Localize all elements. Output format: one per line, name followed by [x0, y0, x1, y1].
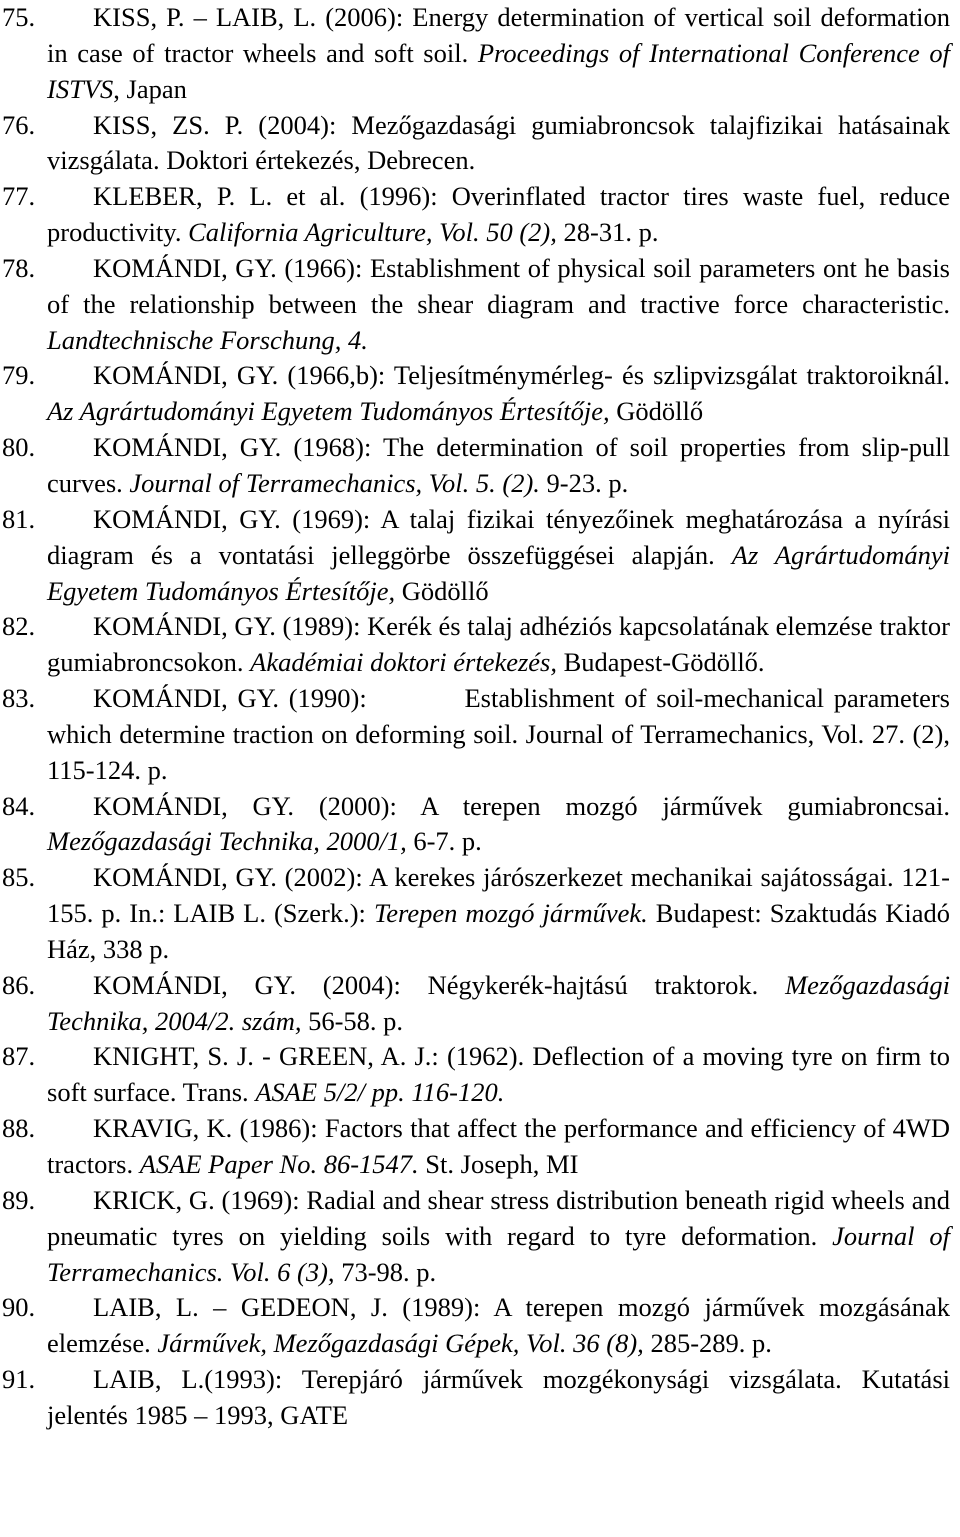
reference-text-segment: KISS, ZS. P. (2004): Mezőgazdasági gumiabroncsok talajfizikai hatásainak vizsgálata. Doktori értekezés, Debrecen. [47, 109, 950, 176]
reference-text-segment: LAIB, L. – GEDEON, J. (1989): A terepen mozgó járművek mozgásának elemzése. [47, 1292, 950, 1359]
reference-text-segment: KLEBER, P. L. et al. (1996): Overinflated tractor tires waste fuel, reduce productivity. [47, 181, 950, 248]
reference-item [0, 860, 950, 968]
reference-item [0, 1362, 950, 1434]
reference-number: 91. [2, 1364, 36, 1395]
reference-text-segment: 285-289. p. [643, 1328, 772, 1359]
reference-text [47, 1039, 950, 1111]
reference-text-segment: 73-98. p. [334, 1256, 437, 1287]
reference-text-segment: , Japan [113, 73, 187, 104]
reference-text-segment: KOMÁNDI, GY. (2004): Négykerék-hajtású traktorok. [93, 969, 786, 1000]
reference-source-italic: Proceedings of International Conference of ISTVS [47, 37, 951, 104]
reference-text-segment: Budapest: Szaktudás Kiadó Ház, 338 p. [47, 898, 950, 964]
reference-item [0, 789, 950, 861]
reference-number: 85. [2, 862, 36, 893]
reference-item [0, 1183, 950, 1291]
reference-text-segment: KOMÁNDI, GY. (2000): A terepen mozgó járművek gumiabroncsai. [93, 790, 950, 821]
reference-text [47, 1183, 950, 1291]
reference-text [47, 108, 950, 180]
reference-text [47, 430, 950, 502]
reference-item [0, 609, 950, 681]
reference-text [47, 251, 950, 359]
reference-text-segment: KOMÁNDI, GY. (2002): A kerekes járószerkezet mechanikai sajátosságai. 121-155. p. In.: LAIB L. (Szerk.): [47, 862, 950, 929]
reference-source-italic: Az Agrártudományi Egyetem Tudományos Értesítője, [47, 396, 610, 427]
reference-source-italic: California Agriculture, Vol. 50 (2), [188, 217, 557, 248]
reference-item [0, 1039, 950, 1111]
reference-number: 75. [2, 2, 36, 32]
reference-text-segment: Budapest-Gödöllő. [557, 647, 765, 678]
reference-text [47, 609, 950, 681]
reference-item [0, 251, 950, 359]
reference-text-segment: KRICK, G. (1969): Radial and shear stress distribution beneath rigid wheels and pneumatic tyres on yielding soils with regard to tyre deformation. [47, 1184, 950, 1251]
reference-text [47, 860, 950, 968]
reference-text-segment: KOMÁNDI, GY. (1968): The determination of soil properties from slip-pull curves. [47, 432, 950, 498]
reference-source-italic: Landtechnische Forschung, 4. [47, 324, 368, 355]
reference-text-segment: KISS, P. – LAIB, L. (2006): Energy determination of vertical soil deformation in case of tractor wheels and soft soil. [47, 2, 950, 68]
reference-number: 77. [2, 181, 36, 212]
reference-source-italic: Mezőgazdasági Technika, 2004/2. szám, [47, 969, 950, 1036]
reference-source-italic: Mezőgazdasági Technika, 2000/1, [47, 826, 407, 857]
reference-item [0, 108, 950, 180]
reference-item [0, 430, 950, 502]
reference-source-italic: ASAE 5/2/ pp. 116-120. [255, 1077, 505, 1108]
reference-text [47, 968, 950, 1040]
reference-item [0, 0, 950, 108]
reference-text-segment: KOMÁNDI, GY. (1966): Establishment of physical soil parameters ont he basis of the relationship between the shear diagram and tractive force characteristic. [47, 252, 950, 319]
reference-source-italic: Journal of Terramechanics. Vol. 6 (3), [47, 1220, 950, 1287]
reference-text-segment: LAIB, L.(1993): Terepjáró járművek mozgékonysági vizsgálata. Kutatási jelentés 1985 – 1993, GATE [47, 1364, 950, 1430]
reference-text-segment: 56-58. p. [301, 1005, 404, 1036]
reference-text-segment: KOMÁNDI, GY. (1966,b): Teljesítménymérleg- és szlipvizsgálat traktoroiknál. [93, 360, 950, 391]
reference-number: 80. [2, 432, 36, 463]
reference-text [47, 1290, 950, 1362]
reference-text-segment: 9-23. p. [539, 467, 629, 498]
reference-text-segment: 6-7. p. [406, 826, 482, 857]
reference-text [47, 789, 950, 861]
reference-source-italic: ASAE Paper No. 86-1547. [139, 1149, 419, 1179]
reference-number: 90. [2, 1292, 36, 1323]
reference-item [0, 681, 950, 789]
reference-source-italic: Terepen mozgó járművek. [373, 898, 648, 929]
reference-number: 82. [2, 611, 36, 642]
reference-text [47, 1111, 950, 1183]
reference-number: 87. [2, 1041, 36, 1072]
reference-text-segment: Gödöllő [395, 575, 489, 606]
reference-item [0, 502, 950, 610]
reference-source-italic: Járművek, Mezőgazdasági Gépek, Vol. 36 (8), [157, 1328, 644, 1359]
reference-number: 84. [2, 790, 36, 821]
reference-number: 88. [2, 1113, 36, 1144]
reference-item [0, 1111, 950, 1183]
reference-text [47, 1362, 950, 1434]
reference-text-segment: Gödöllő [609, 396, 704, 427]
reference-text-segment: 28-31. p. [556, 217, 659, 248]
reference-source-italic: Akadémiai doktori értekezés, [250, 647, 557, 678]
reference-text [47, 179, 950, 251]
reference-item [0, 358, 950, 430]
reference-item [0, 179, 950, 251]
reference-text-segment: KOMÁNDI, GY. (1969): A talaj fizikai tényezőinek meghatározása a nyírási diagram és a vontatási jelleggörbe összefüggései alapján. [47, 503, 950, 570]
reference-text [47, 358, 950, 430]
reference-text-segment: KOMÁNDI, GY. (1990): Establishment of soil-mechanical parameters which determine traction on deforming soil. Journal of Terramechanics, Vol. 27. (2), 115-124. p. [47, 683, 950, 785]
reference-text-segment: KNIGHT, S. J. - GREEN, A. J.: (1962). Deflection of a moving tyre on firm to soft surface. Trans. [47, 1041, 950, 1108]
reference-text-segment: St. Joseph, MI [418, 1149, 579, 1179]
reference-item [0, 968, 950, 1040]
reference-text [47, 681, 950, 789]
reference-item [0, 1290, 950, 1362]
reference-text-segment: KOMÁNDI, GY. (1989): Kerék és talaj adhéziós kapcsolatának elemzése traktor gumiabroncsokon. [47, 611, 950, 678]
reference-number: 78. [2, 252, 36, 283]
reference-text-segment: KRAVIG, K. (1986): Factors that affect the performance and efficiency of 4WD tractors. [47, 1113, 950, 1179]
reference-number: 81. [2, 503, 36, 534]
reference-text [47, 502, 950, 610]
reference-number: 89. [2, 1184, 36, 1215]
reference-text [47, 0, 950, 108]
reference-number: 79. [2, 360, 36, 391]
reference-number: 83. [2, 683, 36, 714]
reference-number: 86. [2, 969, 36, 1000]
reference-source-italic: Az Agrártudományi Egyetem Tudományos Értesítője, [47, 539, 950, 606]
reference-number: 76. [2, 109, 36, 140]
reference-source-italic: Journal of Terramechanics, Vol. 5. (2). [129, 467, 540, 498]
